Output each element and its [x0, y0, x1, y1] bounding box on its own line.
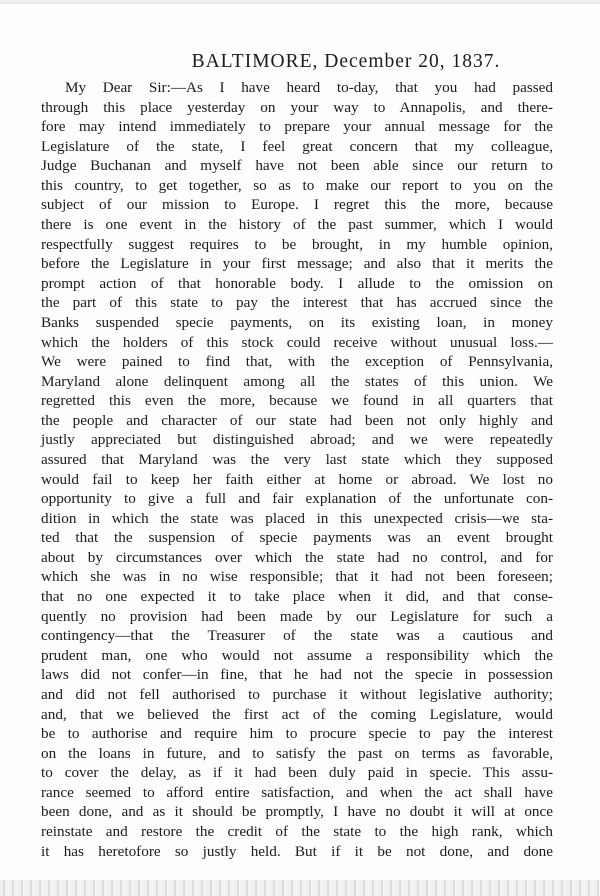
text-line: been done, and as it should be promptly, I have no doubt it will at once	[41, 803, 553, 821]
text-line: Maryland alone delinquent among all the states of this union. We	[41, 372, 553, 390]
text-line: on the loans in future, and to satisfy the past on terms as favorable,	[41, 744, 553, 762]
text-line: that no one expected it to take place when it did, and that conse-	[41, 588, 553, 606]
text-line: be to authorise and require him to procure specie to pay the interest	[41, 725, 553, 743]
page-top-edge	[0, 0, 600, 4]
text-line: which she was in no wise responsible; that it had not been foreseen;	[41, 568, 553, 586]
text-line: before the Legislature in your first message; and also that it merits the	[41, 255, 553, 273]
text-line: opportunity to give a full and fair explanation of the unfortunate con-	[41, 490, 553, 508]
text-line: through this place yesterday on your way to Annapolis, and there-	[41, 98, 553, 116]
text-line: We were pained to find that, with the exception of Pennsylvania,	[41, 353, 553, 371]
text-line: Judge Buchanan and myself have not been able since our return to	[41, 157, 553, 175]
text-line: Banks suspended specie payments, on its existing loan, in money	[41, 313, 553, 331]
text-line: to cover the delay, as if it had been duly paid in specie. This assu-	[41, 764, 553, 782]
text-line: which the holders of this stock could receive without unusual loss.—	[41, 333, 553, 351]
text-line: would fail to keep her faith either at home or abroad. We lost no	[41, 470, 553, 488]
text-line: about by circumstances over which the state had no control, and for	[41, 548, 553, 566]
text-line: ted that the suspension of specie payments was an event brought	[41, 529, 553, 547]
text-line: prudent man, one who would not assume a responsibility which the	[41, 646, 553, 664]
text-line: prompt action of that honorable body. I allude to the omission on	[41, 274, 553, 292]
text-line: assured that Maryland was the very last state which they supposed	[41, 450, 553, 468]
text-line: reinstate and restore the credit of the state to the high rank, which	[41, 822, 553, 840]
text-line: Legislature of the state, I feel great concern that my colleague,	[41, 137, 553, 155]
letter-body	[41, 78, 553, 861]
text-line: justly appreciated but distinguished abroad; and we were repeatedly	[41, 431, 553, 449]
text-line: the people and character of our state had been not only highly and	[41, 411, 553, 429]
page-bottom-edge	[0, 880, 600, 896]
text-line: regretted this even the more, because we found in all quarters that	[41, 392, 553, 410]
dateline-heading: BALTIMORE, December 20, 1837.	[191, 51, 501, 72]
text-line: it has heretofore so justly held. But if it be not done, and done	[41, 842, 553, 860]
text-line: respectfully suggest requires to be brought, in my humble opinion,	[41, 235, 553, 253]
text-line: laws did not confer—in fine, that he had not the specie in possession	[41, 666, 553, 684]
text-line: fore may intend immediately to prepare your annual message for the	[41, 118, 553, 136]
text-line: the part of this state to pay the interest that has accrued since the	[41, 294, 553, 312]
text-line: and, that we believed the first act of the coming Legislature, would	[41, 705, 553, 723]
text-line: quently no provision had been made by our Legislature for such a	[41, 607, 553, 625]
text-line: contingency—that the Treasurer of the state was a cautious and	[41, 627, 553, 645]
text-line: there is one event in the history of the past summer, which I would	[41, 216, 553, 234]
text-line: subject of our mission to Europe. I regret this the more, because	[41, 196, 553, 214]
text-line: rance seemed to afford entire satisfaction, and when the act shall have	[41, 783, 553, 801]
text-line: My Dear Sir:—As I have heard to-day, that you had passed	[65, 79, 553, 96]
text-line: this country, to get together, so as to make our report to you on the	[41, 176, 553, 194]
text-line: and did not fell authorised to purchase it without legislative authority;	[41, 685, 553, 703]
text-line: dition in which the state was placed in this unexpected crisis—we sta-	[41, 509, 553, 527]
